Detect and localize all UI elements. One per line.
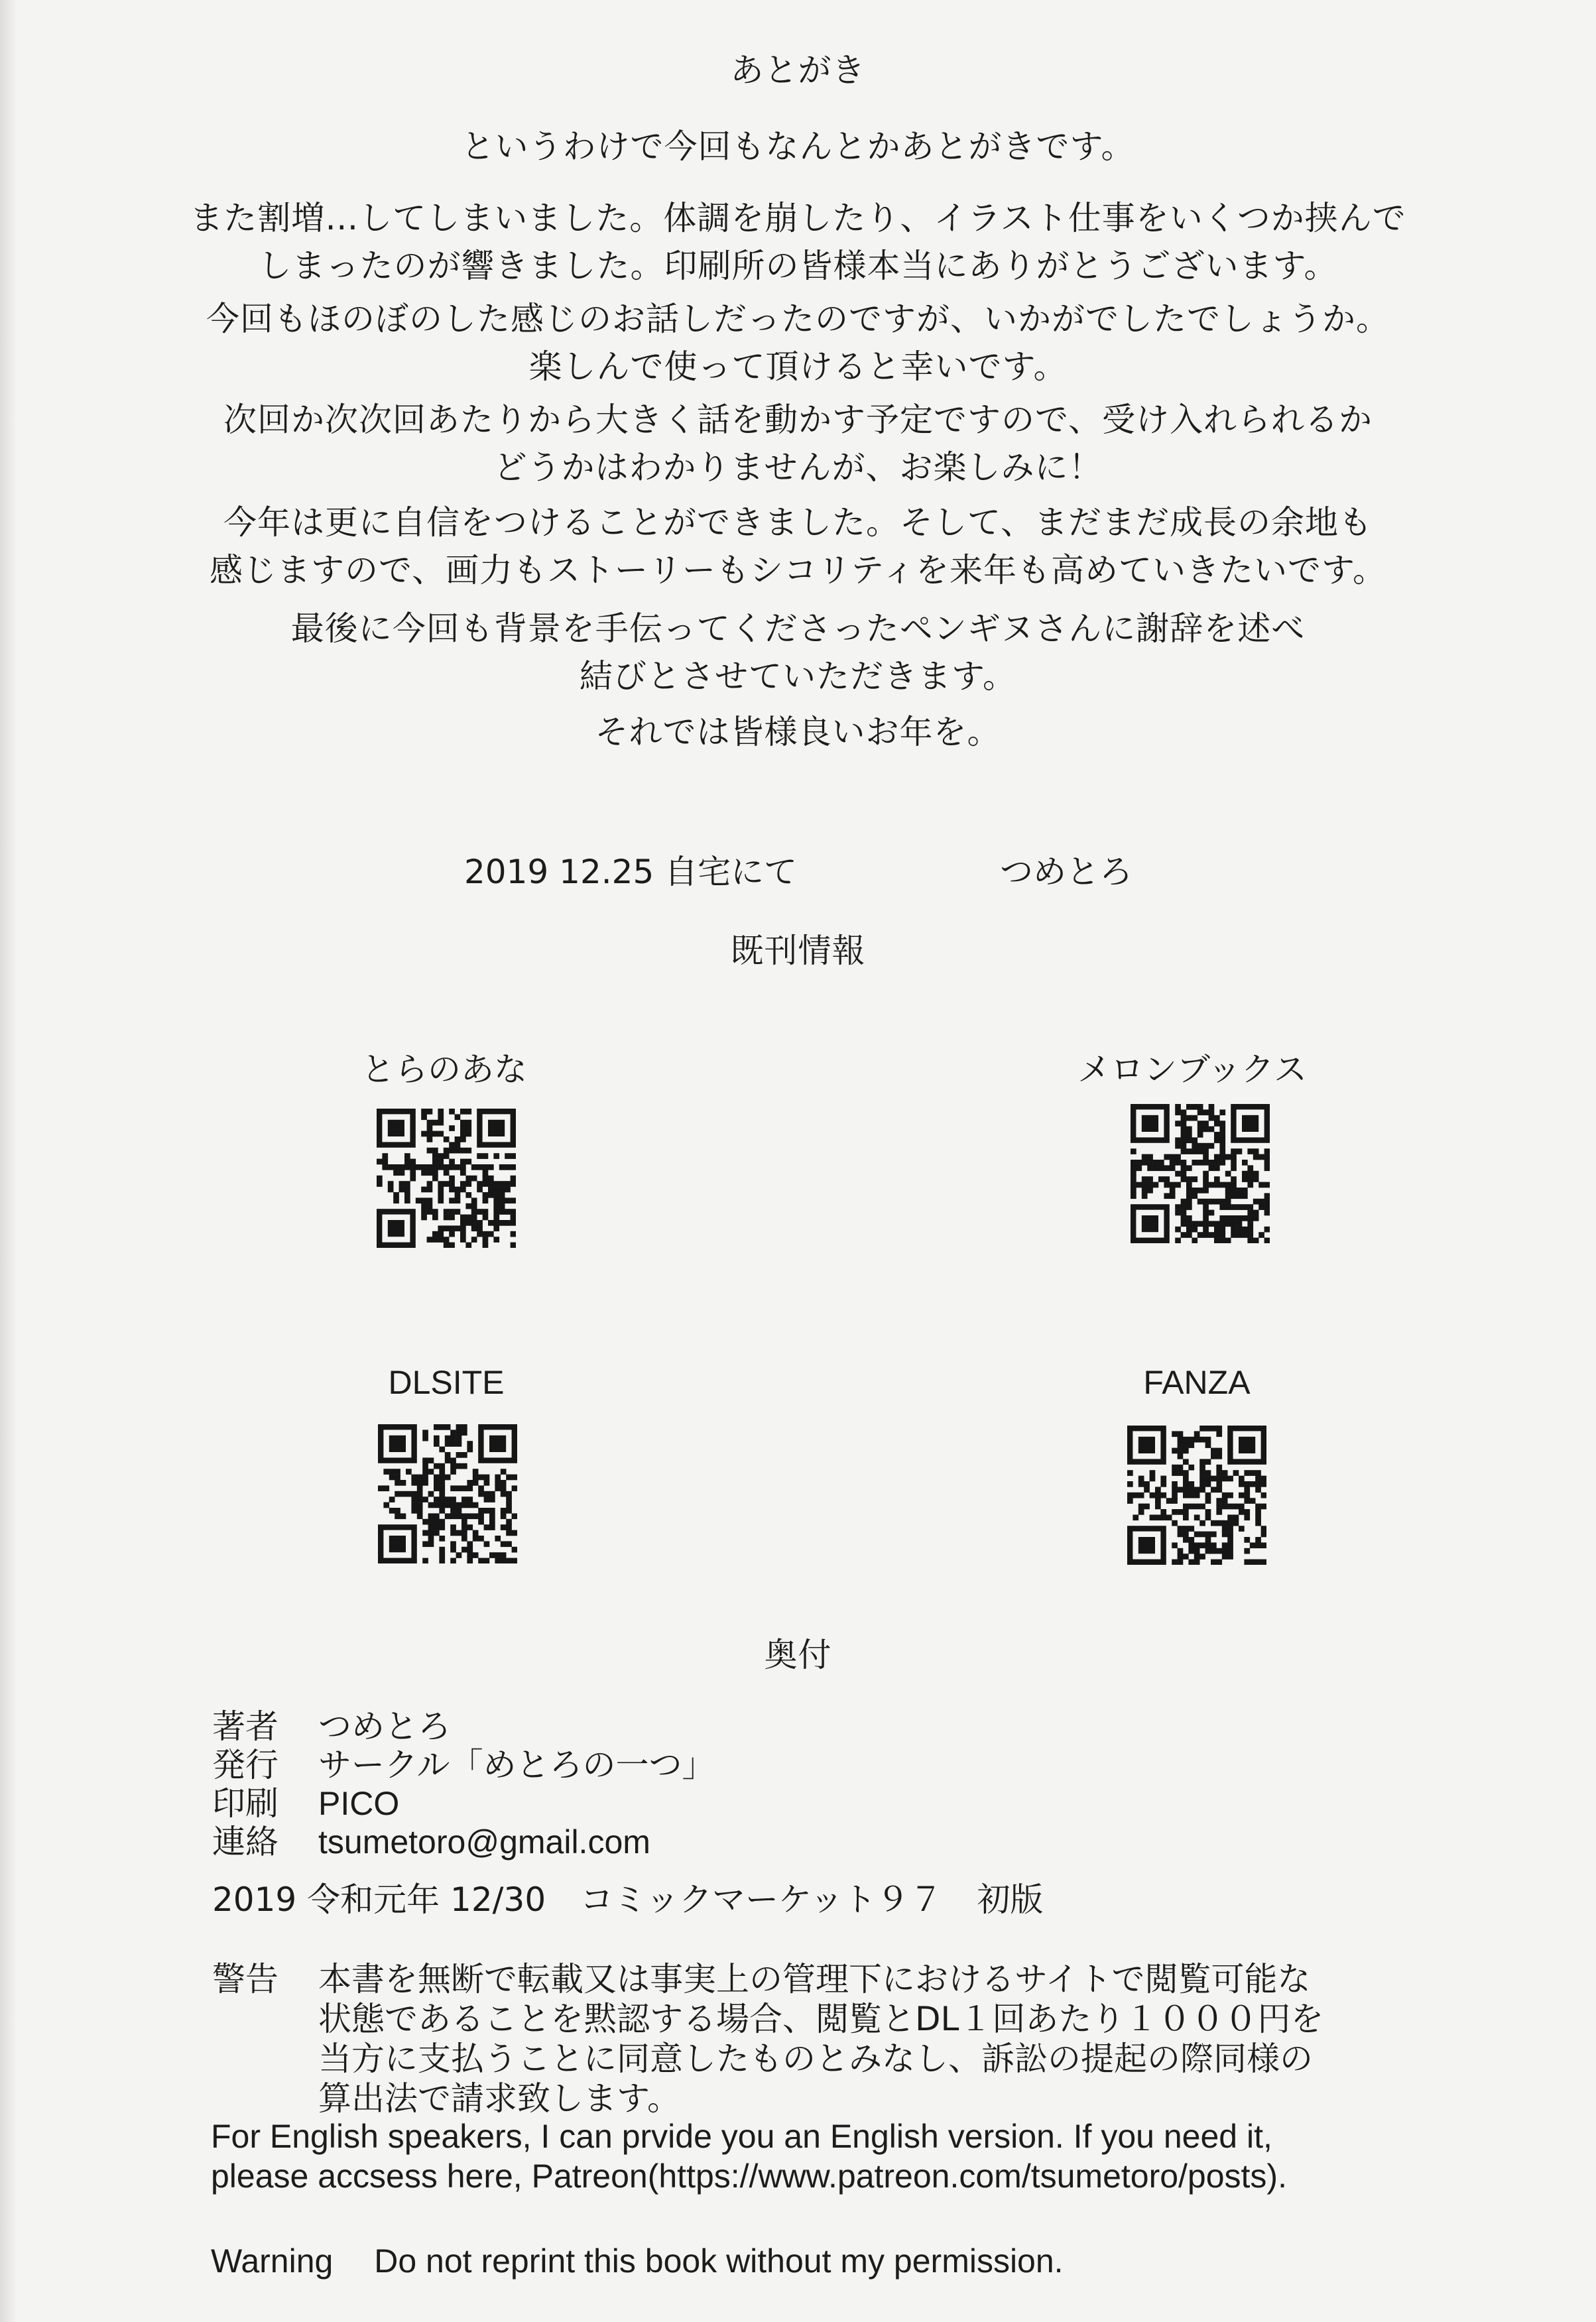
afterword-title-text: あとがき: [730, 51, 866, 90]
warning-line: 算出法で請求致します。: [318, 2079, 680, 2118]
warning-key: 警告: [212, 1960, 278, 1998]
afterword-line: 楽しんで使って頂けると幸いです。: [528, 347, 1068, 386]
colophon-title: [0, 1631, 1596, 1679]
english-notice: [211, 2116, 1287, 2196]
store-label-fanza: FANZA: [1143, 1364, 1251, 1401]
afterword-line: 結びとさせていただきます。: [580, 657, 1016, 696]
warning-english: [211, 2241, 1064, 2281]
qr-code-toranoana[interactable]: [377, 1109, 516, 1248]
afterword-line: 今回もほのぼのした感じのお話しだったのですが、いかがでしたでしょうか。: [206, 300, 1390, 338]
colophon-row-contact: [212, 1823, 715, 1861]
afterword-paragraph: [0, 295, 1596, 391]
afterword-line: どうかはわかりませんが、お楽しみに！: [493, 448, 1103, 487]
afterword-paragraph: [0, 605, 1596, 700]
qr-pattern: [1127, 1426, 1266, 1565]
english-notice-line-patreon[interactable]: please accsess here, Patreon(https://www.patreon.com/tsumetoro/posts).: [211, 2158, 1287, 2195]
qr-pattern: [377, 1109, 516, 1248]
contact-email-link[interactable]: tsumetoro@gmail.com: [318, 1823, 650, 1861]
colophon-key: 著者: [212, 1707, 278, 1746]
afterword-date-place: 2019 12.25 自宅にて: [464, 853, 798, 891]
colophon-table: [212, 1707, 715, 1861]
colophon-row-author: [212, 1707, 715, 1746]
warning-line: 当方に支払うことに同意したものとみなし、訴訟の提起の際同様の: [318, 2040, 1313, 2078]
afterword-line: 今年は更に自信をつけることができました。そして、まだまだ成長の余地も: [223, 503, 1373, 542]
colophon-key: 発行: [212, 1746, 278, 1784]
qr-pattern: [378, 1424, 517, 1563]
afterword-line: しまったのが響きました。印刷所の皆様本当にありがとうございます。: [258, 247, 1338, 285]
edition-print: 初版: [977, 1880, 1044, 1919]
previous-works-title: [0, 927, 1596, 975]
afterword-paragraph: [0, 396, 1596, 491]
colophon-key: 印刷: [212, 1784, 278, 1823]
warning-japanese: [212, 1959, 1323, 2118]
colophon-value: つめとろ: [318, 1707, 451, 1746]
colophon-key: 連絡: [212, 1823, 278, 1861]
warning-body: [318, 1959, 1323, 2118]
afterword-author: つめとろ: [1000, 853, 1133, 891]
warning-line: 状態であることを黙認する場合、閲覧とDL１回あたり１０００円を: [318, 2000, 1324, 2038]
afterword-paragraph: [0, 708, 1596, 756]
colophon-value: サークル「めとろの一つ」: [318, 1746, 715, 1784]
afterword-line: また割増…してしまいました。体調を崩したり、イラスト仕事をいくつか挟んで: [190, 199, 1406, 237]
afterword-line: 最後に今回も背景を手伝ってくださったペンギヌさんに謝辞を述べ: [290, 609, 1306, 648]
warning-en-text: Do not reprint this book without my permission.: [374, 2242, 1064, 2280]
qr-code-melonbooks[interactable]: [1131, 1104, 1270, 1243]
store-label-toranoana: とらのあな: [361, 1050, 527, 1089]
colophon-value: PICO: [318, 1785, 400, 1822]
qr-code-fanza[interactable]: [1127, 1426, 1266, 1565]
afterword-line: というわけで今回もなんとかあとがきです。: [461, 127, 1135, 166]
edition-date: 2019 令和元年 12/30: [212, 1880, 546, 1919]
colophon-title-text: 奥付: [764, 1636, 832, 1674]
afterword-paragraph: [0, 194, 1596, 290]
afterword-line: それでは皆様良いお年を。: [595, 713, 1001, 751]
afterword-line: 次回か次次回あたりから大きく話を動かす予定ですので、受け入れられるか: [223, 400, 1373, 439]
english-notice-line: For English speakers, I can prvide you an English version. If you need it,: [211, 2118, 1272, 2155]
colophon-row-publisher: [212, 1746, 715, 1784]
store-label-dlsite: DLSITE: [388, 1364, 505, 1401]
qr-pattern: [1131, 1104, 1270, 1243]
store-label-melonbooks: メロンブックス: [1077, 1050, 1307, 1089]
warning-line: 本書を無断で転載又は事実上の管理下におけるサイトで閲覧可能な: [318, 1960, 1311, 1998]
edition-info: [212, 1880, 1067, 1920]
afterword-title: [0, 46, 1596, 94]
edition-event: コミックマーケット９７: [580, 1880, 943, 1919]
previous-works-title-text: 既刊情報: [730, 932, 866, 970]
colophon-row-printer: [212, 1784, 715, 1823]
afterword-paragraph: [0, 499, 1596, 594]
afterword-line: 感じますので、画力もストーリーもシコリティを来年も高めていきたいです。: [210, 551, 1386, 589]
afterword-paragraph: [0, 123, 1596, 170]
qr-code-dlsite[interactable]: [378, 1424, 517, 1563]
warning-en-key: Warning: [211, 2242, 334, 2280]
